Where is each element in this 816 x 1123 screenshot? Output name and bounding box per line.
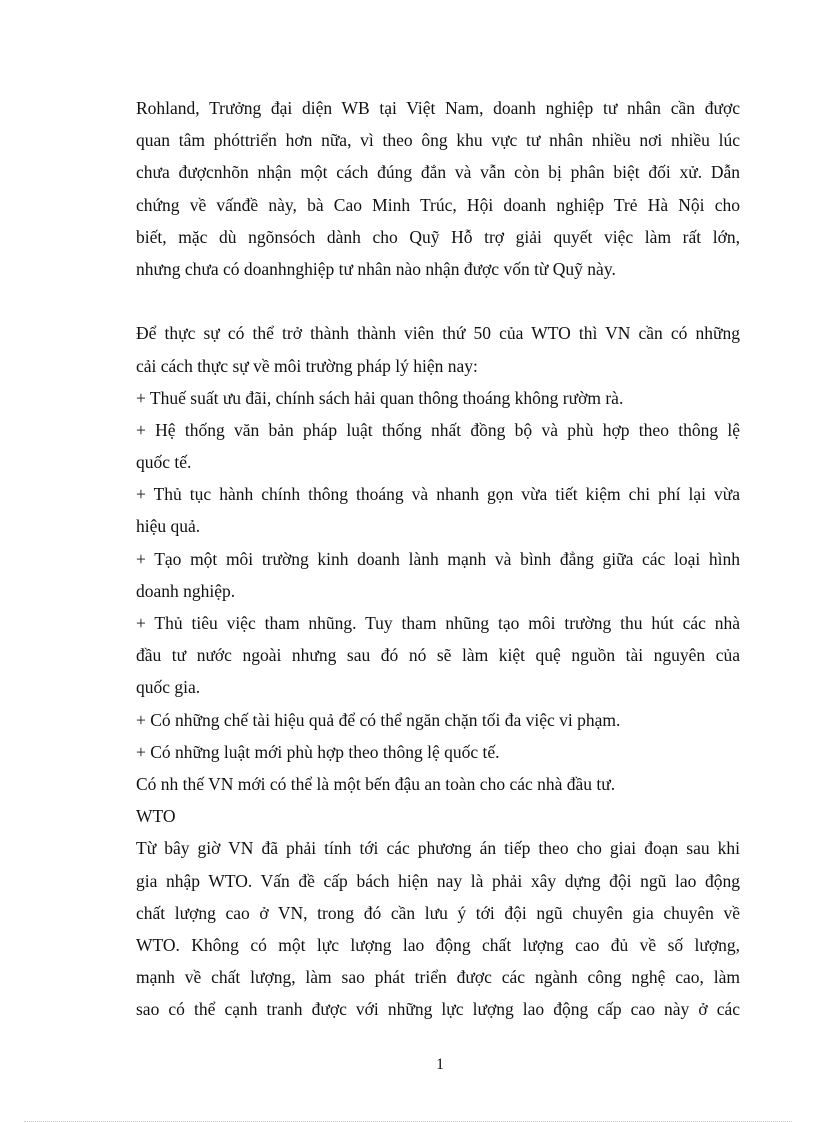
list-item-line: hiệu quả. <box>136 516 201 537</box>
text-line: nhưng chưa có doanhnghiệp tư nhân nào nhận được vốn từ Quỹ này. <box>136 258 616 279</box>
text-line: quan tâm phóttriển hơn nữa, vì theo ông khu vực tư nhân nhiều nơi nhiều lúc <box>136 130 740 151</box>
document-body <box>136 92 740 1025</box>
text-line: sao có thể cạnh tranh được với những lực lượng lao động cấp cao này ở các <box>136 999 740 1020</box>
text-line: WTO. Không có một lực lượng lao động chất lượng cao đủ về số lượng, <box>136 934 740 955</box>
list-item-line: + Hệ thống văn bản pháp luật thống nhất đồng bộ và phù hợp theo thông lệ <box>136 419 740 440</box>
list-item-line: + Có những chế tài hiệu quả để có thể ngăn chặn tối đa việc vi phạm. <box>136 709 621 730</box>
text-line: chất lượng cao ở VN, trong đó cần lưu ý tới đội ngũ chuyên gia chuyên về <box>136 902 740 923</box>
text-line: biết, mặc dù ngõnsóch dành cho Quỹ Hỗ trợ giải quyết việc làm rất lớn, <box>136 226 740 247</box>
page-bottom-divider <box>24 1121 792 1122</box>
list-item-line: + Thủ tiêu việc tham nhũng. Tuy tham nhũng tạo môi trường thu hút các nhà <box>136 613 740 633</box>
paragraph-gap <box>136 285 740 317</box>
list-item-line: quốc gia. <box>136 677 201 698</box>
list-item-line: + Thuế suất ưu đãi, chính sách hải quan thông thoáng không rườm rà. <box>136 387 624 408</box>
text-line: chứng về vấnđề này, bà Cao Minh Trúc, Hội doanh nghiệp Trẻ Hà Nội cho <box>136 194 740 215</box>
text-line: Có nh thế VN mới có thể là một bến đậu an toàn cho các nhà đầu tư. <box>136 773 616 794</box>
text-line: chưa đượcnhõn nhận một cách đúng đắn và vẫn còn bị phân biệt đối xử. Dẫn <box>136 162 740 183</box>
text-line: cải cách thực sự về môi trường pháp lý hiện nay: <box>136 355 478 376</box>
text-line: Để thực sự có thể trở thành thành viên thứ 50 của WTO thì VN cần có những <box>136 323 740 344</box>
text-line: mạnh về chất lượng, làm sao phát triển được các ngành công nghệ cao, làm <box>136 967 740 988</box>
text-line: Rohland, Trưởng đại diện WB tại Việt Nam, doanh nghiệp tư nhân cần được <box>136 98 740 118</box>
list-item-line: + Tạo một môi trường kinh doanh lành mạnh và bình đẳng giữa các loại hình <box>136 548 740 569</box>
text-line: Từ bây giờ VN đã phải tính tới các phương án tiếp theo cho giai đoạn sau khi <box>136 838 740 859</box>
list-item-line: doanh nghiệp. <box>136 580 236 601</box>
list-item-line: + Thủ tục hành chính thông thoáng và nhanh gọn vừa tiết kiệm chi phí lại vừa <box>136 484 740 505</box>
text-line: WTO <box>136 806 176 827</box>
text-line: gia nhập WTO. Vấn đề cấp bách hiện nay là phải xây dựng đội ngũ lao động <box>136 870 740 891</box>
page-number: 1 <box>436 1056 444 1073</box>
list-item-line: + Có những luật mới phù hợp theo thông lệ quốc tế. <box>136 741 500 762</box>
list-item-line: đầu tư nước ngoài nhưng sau đó nó sẽ làm kiệt quệ nguồn tài nguyên của <box>136 645 740 666</box>
list-item-line: quốc tế. <box>136 452 192 473</box>
